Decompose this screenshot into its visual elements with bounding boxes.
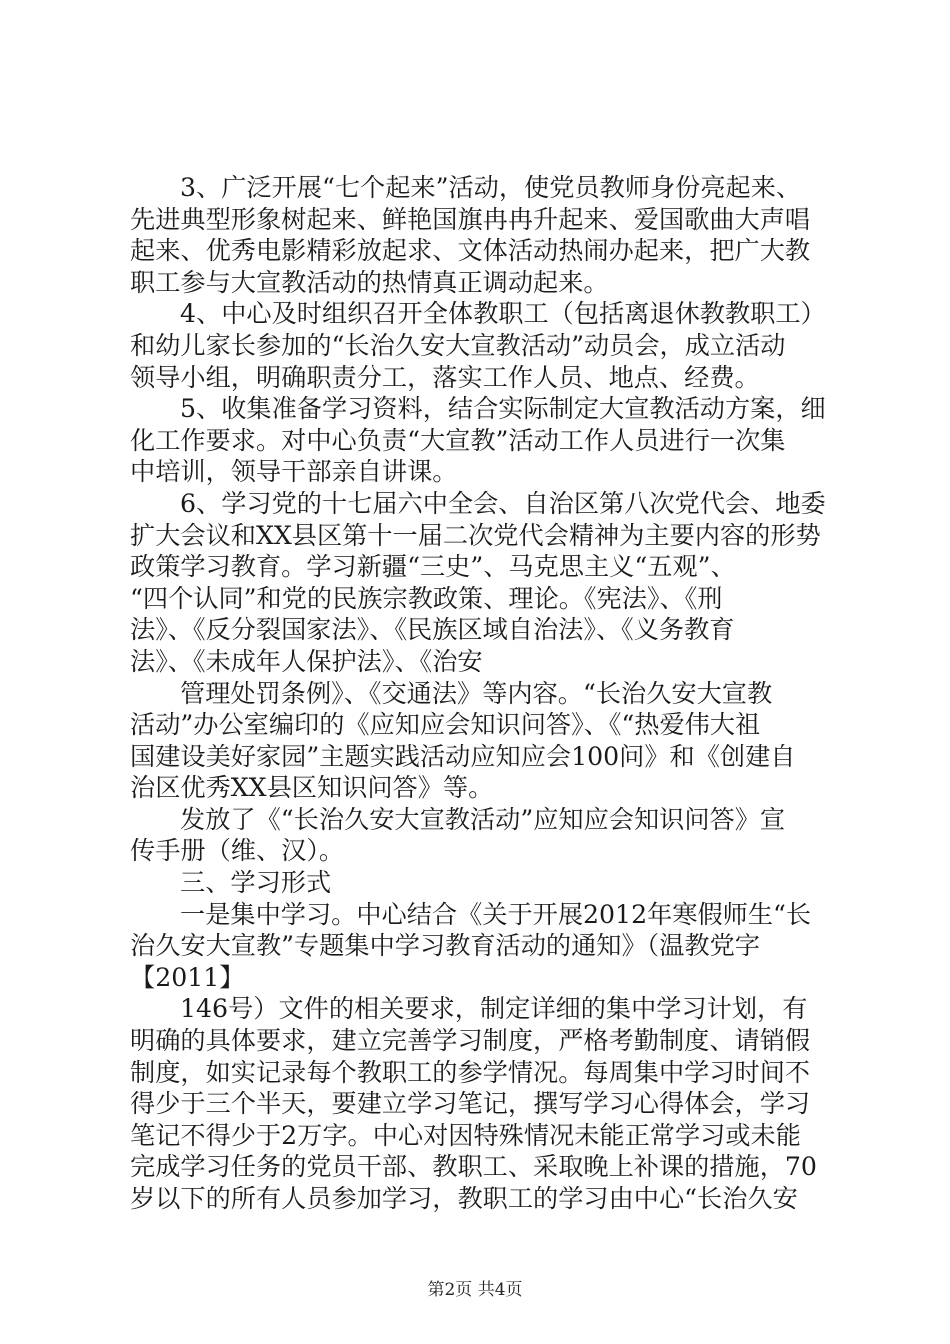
text-line: 制度，如实记录每个教职工的参学情况。每周集中学习时间不 xyxy=(130,1057,811,1087)
text-line: 国建设美好家园”主题实践活动应知应会100问》和《创建自 xyxy=(130,741,796,771)
text-line: 扩大会议和XX县区第十一届二次党代会精神为主要内容的形势 xyxy=(130,520,821,550)
text-line: 中培训，领导干部亲自讲课。 xyxy=(130,457,458,487)
text-line: 法》、《未成年人保护法》、《治安 xyxy=(130,646,483,676)
text-line: 得少于三个半天，要建立学习笔记，撰写学习心得体会，学习 xyxy=(130,1089,811,1119)
page-number: 第2页 共4页 xyxy=(427,1280,523,1300)
text-line: 3、广泛开展“七个起来”活动，使党员教师身份亮起来、 xyxy=(180,173,802,202)
text-line: 起来、优秀电影精彩放起求、文体活动热闹办起来，把广大教 xyxy=(130,236,811,266)
text-line: 完成学习任务的党员干部、教职工、采取晚上补课的措施，70 xyxy=(130,1152,817,1182)
document-body xyxy=(130,172,830,1215)
text-line: 【2011】 xyxy=(130,962,245,992)
text-line: 活动”办公室编印的《应知应会知识问答》、《“热爱伟大祖 xyxy=(130,710,761,740)
text-line: 治区优秀XX县区知识问答》等。 xyxy=(130,773,494,803)
text-line: 5、收集准备学习资料，结合实际制定大宣教活动方案，细 xyxy=(180,394,826,424)
text-line: 146号）文件的相关要求，制定详细的集中学习计划，有 xyxy=(180,994,808,1024)
text-line: 笔记不得少于2万字。中心对因特殊情况未能正常学习或未能 xyxy=(130,1120,801,1150)
text-line: 和幼儿家长参加的“长治久安大宣教活动”动员会，成立活动 xyxy=(130,330,786,360)
text-line: 三、学习形式 xyxy=(180,868,332,898)
text-line: 职工参与大宣教活动的热情真正调动起来。 xyxy=(130,267,609,297)
text-line: 发放了《“长治久安大宣教活动”应知应会知识问答》宣 xyxy=(180,804,786,834)
text-line: 治久安大宣教”专题集中学习教育活动的通知》（温教党字 xyxy=(130,931,760,961)
text-line: 化工作要求。对中心负责“大宣教”活动工作人员进行一次集 xyxy=(130,425,786,455)
text-line: 一是集中学习。中心结合《关于开展2012年寒假师生“长 xyxy=(180,899,812,929)
text-line: 传手册（维、汉）。 xyxy=(130,836,345,866)
text-line: 明确的具体要求，建立完善学习制度，严格考勤制度、请销假 xyxy=(130,1026,811,1056)
text-line: 先进典型形象树起来、鲜艳国旗冉冉升起来、爱国歌曲大声唱 xyxy=(130,204,811,234)
text-line: “四个认同”和党的民族宗教政策、理论。《宪法》、《刑 xyxy=(130,583,723,613)
text-line: 4、中心及时组织召开全体教职工（包括离退休教教职工） xyxy=(180,299,826,329)
page-footer xyxy=(0,1275,950,1300)
text-line: 岁以下的所有人员参加学习，教职工的学习由中心“长治久安 xyxy=(130,1184,798,1213)
text-line: 管理处罚条例》、《交通法》等内容。“长治久安大宣教 xyxy=(180,678,773,708)
text-line: 领导小组，明确职责分工，落实工作人员、地点、经费。 xyxy=(130,362,760,392)
text-line: 法》、《反分裂国家法》、《民族区域自治法》、《义务教育 xyxy=(130,615,735,645)
text-line: 政策学习教育。学习新疆“三史”、马克思主义“五观”、 xyxy=(130,552,736,582)
text-line: 6、学习党的十七届六中全会、自治区第八次党代会、地委 xyxy=(180,488,826,518)
